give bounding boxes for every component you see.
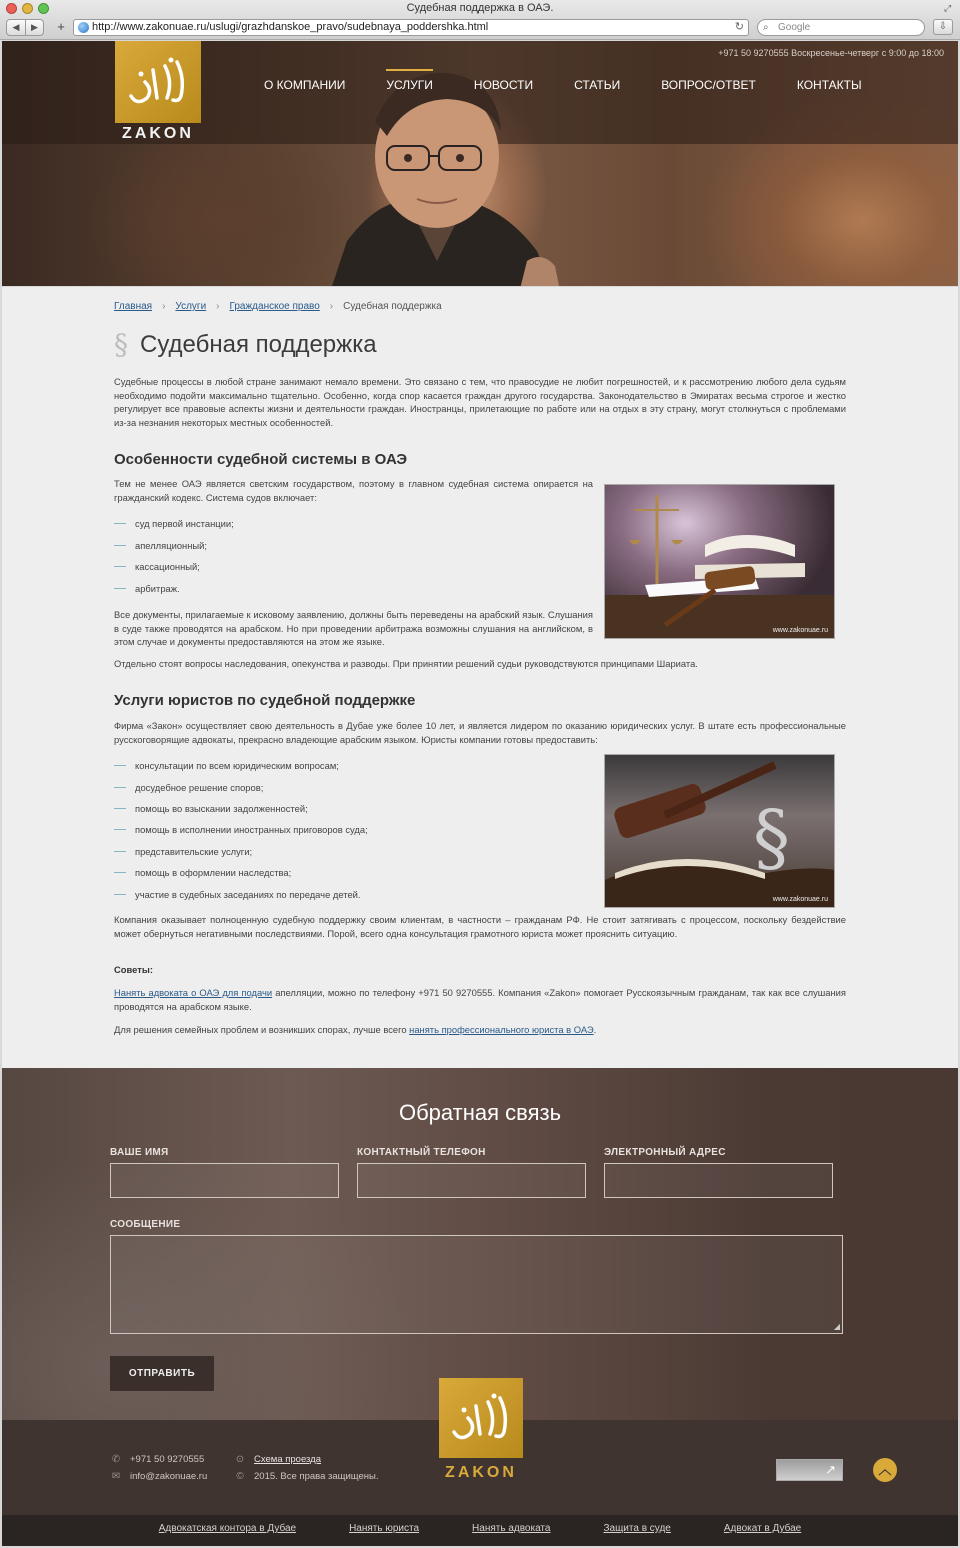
section1-heading: Особенности судебной системы в ОАЭ (114, 451, 408, 468)
search-field[interactable] (757, 19, 925, 36)
footer (2, 1420, 958, 1515)
footer-logo[interactable] (439, 1378, 523, 1458)
name-input[interactable] (110, 1163, 339, 1198)
footer-link-advocate-dubai[interactable]: Адвокат в Дубае (723, 1523, 802, 1534)
svg-text:§: § (753, 795, 790, 881)
list-item: помощь во взыскании задолженностей; (114, 803, 308, 814)
footer-phone: ✆ +971 50 9270555 (111, 1454, 205, 1465)
window-title: Судебная поддержка в ОАЭ. (406, 2, 554, 14)
list-item: помощь в исполнении иностранных приговоров суда; (114, 824, 368, 835)
dash-bullet-icon (114, 566, 126, 567)
page-title-row (114, 328, 377, 361)
globe-icon (78, 22, 89, 33)
breadcrumb-current: Судебная поддержка (343, 301, 442, 312)
footer-links (2, 1523, 958, 1534)
footer-link-court-defense[interactable]: Защита в суде (603, 1523, 671, 1534)
arabic-logo-icon (123, 52, 193, 112)
chevron-right-icon: › (329, 301, 334, 312)
footer-link-hire-lawyer[interactable]: Нанять юриста (349, 1523, 420, 1534)
map-pin-icon: ⊙ (235, 1454, 245, 1465)
send-button[interactable]: ОТПРАВИТЬ (110, 1356, 214, 1391)
chevron-up-icon: ︿ (878, 1462, 892, 1477)
list-item: апелляционный; (114, 540, 207, 551)
nav-item-articles[interactable]: СТАТЬИ (574, 78, 621, 92)
intro-paragraph: Судебные процессы в любой стране занимают немало времени. Это связано с тем, что правосудие не любит погрешностей, и к рассмотрению любого дела судьям необходимо подойти максимально тщательно. Особенно, когда спор касается граждан другого государства. Законодательство в Эмиратах весьма строгое и жестко регулирует все правовые аспекты жизни и деятельности граждан. Иностранцы, прилетающие по работе или на отдых в эту страну, могут столкнуться с проблемами из-за незнания некоторых местных особенностей. (114, 376, 846, 428)
search-icon: ⌕ (763, 22, 769, 33)
mail-icon: ✉ (111, 1471, 121, 1482)
list-item: представительские услуги; (114, 846, 252, 857)
counter-badge[interactable] (776, 1459, 843, 1481)
list-item: досудебное решение споров; (114, 782, 263, 793)
nav-item-faq[interactable]: ВОПРОС/ОТВЕТ (661, 78, 756, 92)
name-label: ВАШЕ ИМЯ (110, 1147, 169, 1158)
chevron-right-icon: › (216, 301, 220, 312)
nav-item-contacts[interactable]: КОНТАКТЫ (796, 78, 862, 92)
browser-toolbar (0, 17, 960, 39)
tip2-paragraph: Для решения семейных проблем и возникших спорах, лучше всего нанять профессионального юриста в ОАЭ. (114, 1024, 597, 1035)
tips-label: Советы: (114, 964, 153, 975)
list-item: помощь в оформлении наследства; (114, 867, 291, 878)
breadcrumb (114, 301, 442, 312)
fullscreen-icon[interactable]: ⤢ (944, 3, 952, 13)
dash-bullet-icon (114, 851, 126, 852)
footer-links-bar (2, 1515, 958, 1546)
dash-bullet-icon (114, 787, 126, 788)
list-item: арбитраж. (114, 583, 180, 594)
feedback-title: Обратная связь (398, 1100, 562, 1125)
page-title: Судебная поддержка (140, 330, 377, 358)
directions-link[interactable]: Схема проезда (254, 1454, 322, 1465)
breadcrumb-services[interactable]: Услуги (175, 301, 207, 312)
reload-icon[interactable]: ↻ (734, 21, 744, 33)
arabic-logo-icon (446, 1388, 516, 1448)
section-sign-icon: § (114, 328, 128, 361)
email-label: ЭЛЕКТРОННЫЙ АДРЕС (604, 1147, 726, 1158)
search-placeholder: Google (778, 22, 811, 33)
nav-item-company[interactable]: О КОМПАНИИ (264, 78, 346, 92)
phone-label: КОНТАКТНЫЙ ТЕЛЕФОН (357, 1147, 486, 1158)
tip1-paragraph: Нанять адвоката о ОАЭ для подачи апелляции, можно по телефону +971 50 9270555. Компания «Zakon» помогает Русскоязычным гражданам, так как все слушания проводятся на арабском языке. (114, 987, 846, 1012)
scales-books-photo (604, 484, 835, 639)
section2-para1: Фирма «Закон» осуществляет свою деятельность в Дубае уже более 10 лет, и является лидером по оказанию юридических услуг. В штате есть профессиональные русскоговорящие адвокаты, прекрасно владеющие арабским языком. Юристы компании готовы предоставить: (114, 720, 846, 745)
resize-grip-icon[interactable]: ◢ (833, 1322, 840, 1331)
list-item: консультации по всем юридическим вопросам; (114, 760, 339, 771)
history-buttons (6, 19, 44, 36)
dash-bullet-icon (114, 872, 126, 873)
photo-watermark: www.zakonuae.ru (772, 896, 828, 903)
chevron-right-icon: › (162, 301, 166, 312)
footer-link-hire-advocate[interactable]: Нанять адвоката (472, 1523, 551, 1534)
forward-icon[interactable]: ▶ (25, 20, 43, 35)
dash-bullet-icon (114, 588, 126, 589)
footer-wordmark: ZAKON (445, 1464, 517, 1481)
header-contact: +971 50 9270555 Воскресенье-четверг с 9:00 до 18:00 (718, 48, 944, 58)
logo-wordmark: ZAKON (122, 125, 194, 142)
browser-chrome (0, 0, 960, 40)
address-bar[interactable] (73, 19, 749, 36)
copyright-icon: © (236, 1471, 244, 1482)
email-input[interactable] (604, 1163, 833, 1198)
hero-header (2, 41, 958, 286)
new-tab-icon[interactable]: + (57, 19, 65, 34)
feedback-section (2, 1068, 958, 1420)
list-item: кассационный; (114, 561, 200, 572)
dash-bullet-icon (114, 894, 126, 895)
back-icon[interactable]: ◀ (12, 22, 20, 32)
message-label: СООБЩЕНИЕ (110, 1219, 181, 1230)
main-content (2, 287, 958, 1068)
main-nav (264, 77, 862, 101)
dash-bullet-icon (114, 765, 126, 766)
phone-icon: ✆ (111, 1454, 121, 1465)
logo[interactable] (115, 41, 201, 123)
arrow-up-right-icon: ↗ (825, 1462, 836, 1477)
dash-bullet-icon (114, 545, 126, 546)
footer-email: ✉ info@zakonuae.ru (111, 1471, 208, 1482)
section1-para3: Отдельно стоят вопросы наследования, опекунства и разводы. При принятии решений судьи руководствуются принципами Шариата. (114, 658, 698, 669)
dash-bullet-icon (114, 523, 126, 524)
hire-lawyer-link[interactable]: Нанять адвоката о ОАЭ для подачи (114, 987, 273, 998)
title-bar (0, 0, 960, 17)
scroll-top-button[interactable] (873, 1458, 897, 1482)
photo-watermark: www.zakonuae.ru (772, 627, 828, 634)
scales-gavel-icon (605, 485, 835, 639)
list-item: участие в судебных заседаниях по передаче детей. (114, 889, 361, 900)
list-item: суд первой инстанции; (114, 518, 234, 529)
breadcrumb-civil-law[interactable]: Гражданское право (229, 301, 320, 312)
message-textarea[interactable] (110, 1235, 843, 1334)
section1-para2: Все документы, прилагаемые к исковому заявлению, должны быть переведены на арабский язык. Слушания в суде также проводятся на арабском. Но при проведении арбитража возможны слушания на английском, в этом случае и документы предоставляются на этом же языке. (114, 609, 593, 648)
nav-item-services[interactable]: УСЛУГИ (386, 77, 433, 101)
breadcrumb-home[interactable]: Главная (114, 301, 153, 312)
dash-bullet-icon (114, 829, 126, 830)
section2-para2: Компания оказывает полноценную судебную поддержку своим клиентам, в частности – гражданам РФ. Не стоит затягивать с процессом, поскольку бездействие может обернуться негативными последствиями. Порой, всего одна консультация грамотного юриста может прояснить ситуацию. (114, 914, 846, 939)
section2-heading: Услуги юристов по судебной поддержке (114, 692, 416, 709)
footer-copyright: © 2015. Все права защищены. (234, 1471, 378, 1482)
dash-bullet-icon (114, 808, 126, 809)
nav-item-news[interactable]: НОВОСТИ (473, 78, 534, 92)
gavel-book-photo (604, 754, 835, 908)
url-text: http://www.zakonuae.ru/uslugi/grazhdanskoe_pravo/sudebnaya_poddershka.html (92, 21, 489, 33)
hire-professional-link[interactable]: нанять профессионального юриста в ОАЭ (409, 1024, 594, 1035)
footer-map (234, 1454, 321, 1465)
footer-link-law-office[interactable]: Адвокатская контора в Дубае (158, 1523, 297, 1534)
downloads-icon[interactable]: ⇩ (933, 19, 953, 35)
phone-input[interactable] (357, 1163, 586, 1198)
section1-para1: Тем не менее ОАЭ является светским государством, поэтому в главном судебная система опирается на гражданский кодекс. Система судов включает: (114, 478, 593, 503)
paragraph-gavel-icon (605, 755, 835, 908)
